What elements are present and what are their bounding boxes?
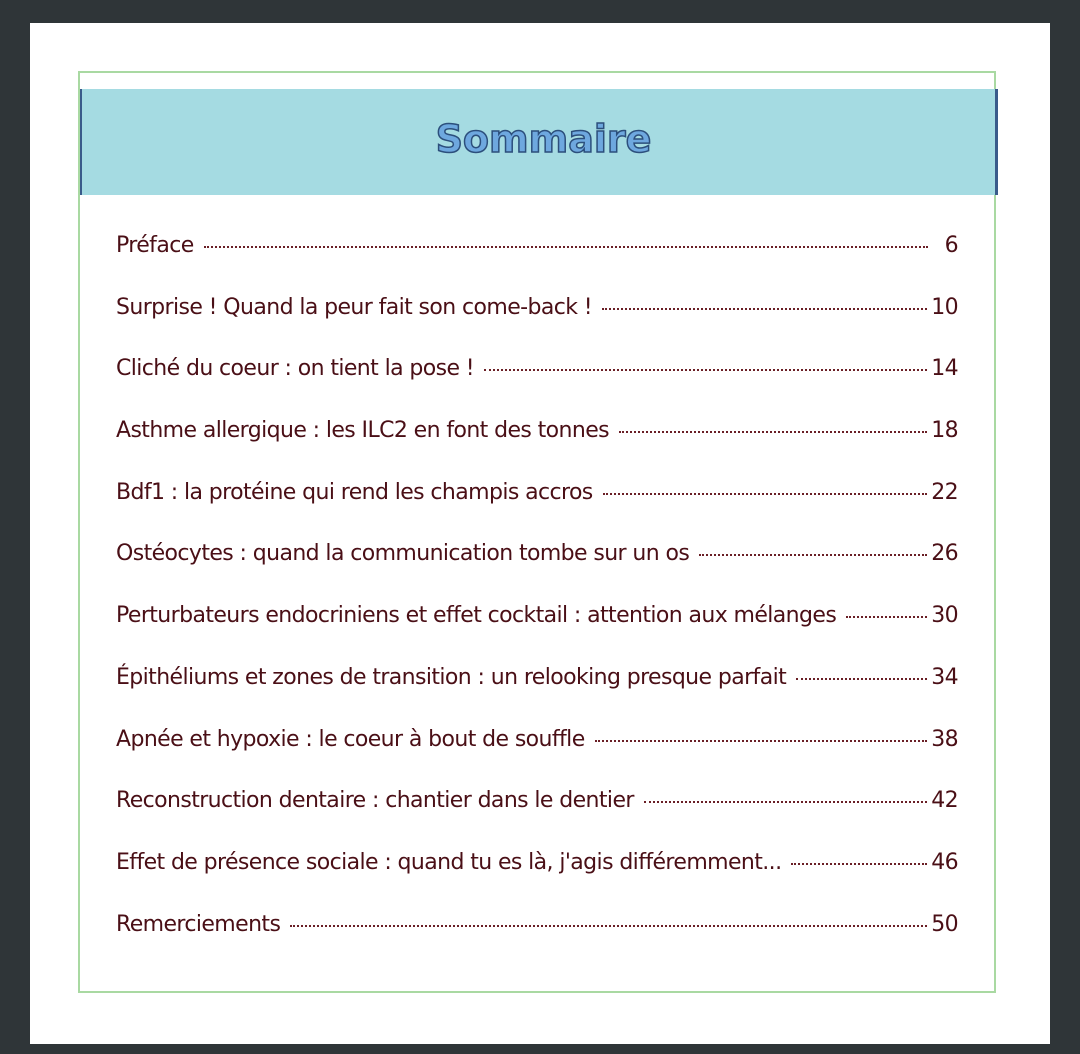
toc-entry [116,788,958,850]
toc-entry-label: Effet de présence sociale : quand tu es là, j'agis différemment... [116,849,782,875]
toc-dot-leader [204,246,928,248]
toc-entry [116,850,958,912]
toc-entry-page: 38 [931,726,958,752]
toc-entry-page: 42 [931,788,958,814]
toc-entry-label: Préface [116,233,194,258]
page-title: Sommaire [435,117,652,161]
toc-dot-leader [603,493,928,495]
toc-entry-page: 14 [931,356,958,382]
toc-entry-label: Reconstruction dentaire : chantier dans le dentier [116,788,634,814]
toc-entry [116,665,958,727]
toc-entry-label: Ostéocytes : quand la communication tombe sur un os [116,541,690,567]
toc-entry [116,541,958,603]
document-page [30,23,1050,1044]
title-banner [80,89,998,195]
toc-entry-page: 34 [931,664,958,690]
toc-entry [116,356,958,418]
toc-dot-leader [796,678,927,680]
toc-entry [116,233,958,295]
table-of-contents [116,233,958,973]
toc-dot-leader [846,616,927,618]
toc-entry-page: 22 [931,479,958,505]
toc-entry-label: Apnée et hypoxie : le coeur à bout de souffle [116,726,585,752]
toc-entry-label: Remerciements [116,911,281,937]
toc-dot-leader [791,863,927,865]
toc-dot-leader [644,801,927,803]
toc-dot-leader [484,369,927,371]
toc-dot-leader [602,308,927,310]
toc-entry-page: 46 [931,849,958,875]
toc-entry [116,480,958,542]
toc-entry [116,418,958,480]
toc-dot-leader [290,925,927,927]
toc-entry-page: 18 [931,418,958,444]
toc-entry-page: 6 [944,233,958,258]
toc-entry-label: Asthme allergique : les ILC2 en font des tonnes [116,418,610,444]
toc-entry [116,912,958,974]
toc-dot-leader [619,431,927,433]
toc-entry-label: Surprise ! Quand la peur fait son come-back ! [116,294,592,320]
toc-entry-label: Cliché du coeur : on tient la pose ! [116,356,474,382]
toc-entry [116,603,958,665]
toc-entry [116,727,958,789]
toc-entry-label: Perturbateurs endocriniens et effet cocktail : attention aux mélanges [116,603,837,629]
toc-entry-page: 50 [931,911,958,937]
toc-entry-page: 10 [931,294,958,320]
toc-entry-label: Épithéliums et zones de transition : un relooking presque parfait [116,664,787,690]
toc-dot-leader [595,740,928,742]
toc-entry-page: 30 [931,603,958,629]
toc-dot-leader [699,554,927,556]
toc-entry-label: Bdf1 : la protéine qui rend les champis accros [116,479,593,505]
toc-entry-page: 26 [931,541,958,567]
toc-entry [116,295,958,357]
content-frame [78,71,996,993]
